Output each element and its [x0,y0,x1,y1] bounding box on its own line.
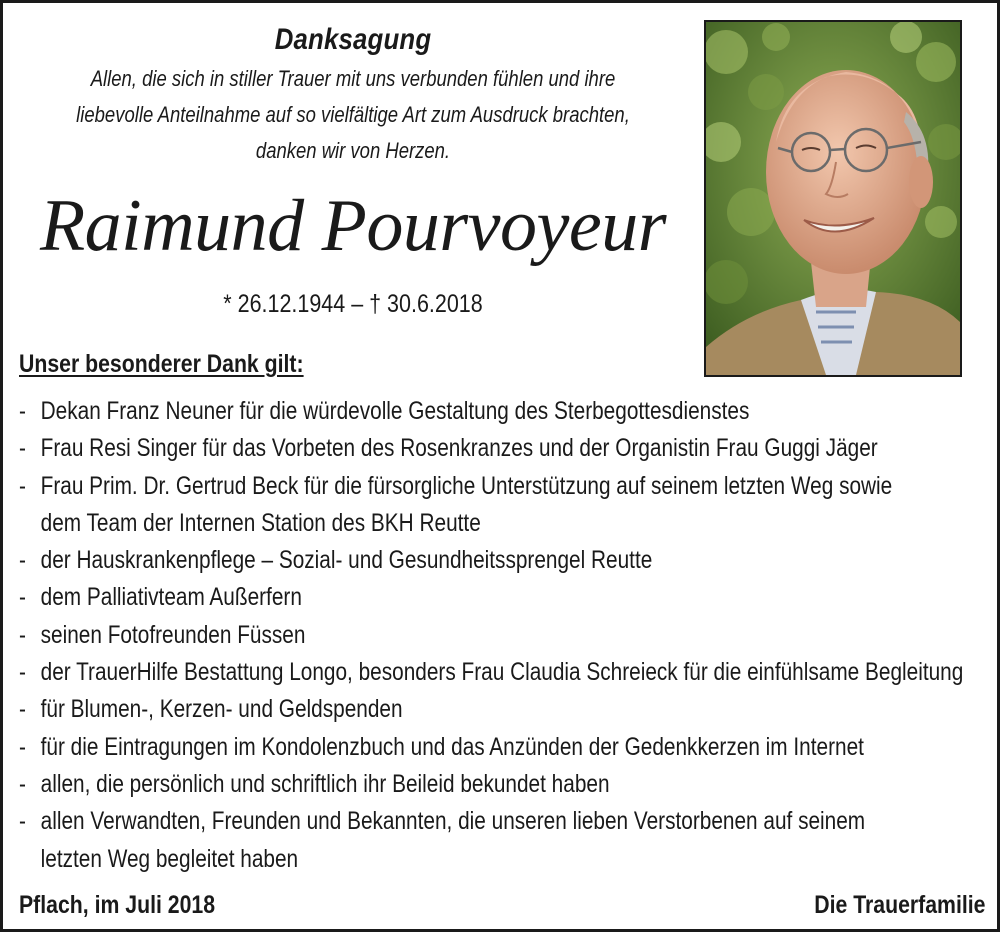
header-block [13,21,693,169]
list-item-text: Dekan Franz Neuner für die würdevolle Gestaltung des Sterbegottesdienstes [40,397,750,425]
list-item [19,430,984,467]
portrait-photo [704,20,962,377]
list-item [19,803,984,878]
deceased-name: Raimund Pourvoyeur [39,185,667,267]
bullet-dash: - [19,583,26,612]
bullet-dash: - [19,658,26,687]
bullet-dash: - [19,434,26,463]
list-item-text: Frau Prim. Dr. Gertrud Beck für die fürsorgliche Unterstützung auf seinem letzten Weg sowie [40,471,893,500]
thanks-list [19,393,984,878]
list-item [19,691,984,728]
intro-text [67,61,638,169]
list-item-text: seinen Fotofreunden Füssen [40,620,306,649]
list-item [19,579,984,616]
list-item-text: allen Verwandten, Freunden und Bekannten, die unseren lieben Verstorbenen auf seinem [40,807,866,836]
portrait-image [706,22,960,375]
list-item-text-continued: letzten Weg begleitet haben [40,844,299,873]
place-date: Pflach, im Juli 2018 [19,891,216,919]
list-item [19,393,984,430]
intro-line: liebevolle Anteilnahme auf so vielfältige Art zum Ausdruck brachten, [76,102,630,127]
list-item [19,729,984,766]
list-item [19,766,984,803]
family-signature: Die Trauerfamilie [813,891,985,919]
thanks-heading: Unser besonderer Dank gilt: [19,350,304,378]
list-item-text: allen, die persönlich und schriftlich ihr Beileid bekundet haben [40,769,610,798]
list-item-text: dem Palliativteam Außerfern [40,583,302,612]
bullet-dash: - [19,769,26,798]
bullet-dash: - [19,807,26,836]
bullet-dash: - [19,471,26,500]
notice-title: Danksagung [274,23,432,56]
bullet-dash: - [19,397,26,425]
bullet-dash: - [19,732,26,761]
list-item-text: der Hauskrankenpflege – Sozial- und Gesundheitssprengel Reutte [40,546,653,575]
bullet-dash: - [19,695,26,724]
list-item-text-continued: dem Team der Internen Station des BKH Reutte [40,508,481,537]
list-item-text: Frau Resi Singer für das Vorbeten des Rosenkranzes und der Organistin Frau Guggi Jäger [40,434,878,463]
bullet-dash: - [19,620,26,649]
life-dates: * 26.12.1944 – † 30.6.2018 [223,290,483,318]
list-item-text: der TrauerHilfe Bestattung Longo, besonders Frau Claudia Schreieck für die einfühlsame Begleitung [40,658,964,687]
intro-line: danken wir von Herzen. [255,138,451,163]
intro-line: Allen, die sich in stiller Trauer mit uns verbunden fühlen und ihre [90,66,616,91]
list-item [19,617,984,654]
list-item [19,654,984,691]
list-item-text: für Blumen-, Kerzen- und Geldspenden [40,695,403,724]
list-item [19,542,984,579]
list-item-text: für die Eintragungen im Kondolenzbuch und das Anzünden der Gedenkkerzen im Internet [40,732,864,761]
list-item [19,468,984,543]
bullet-dash: - [19,546,26,575]
